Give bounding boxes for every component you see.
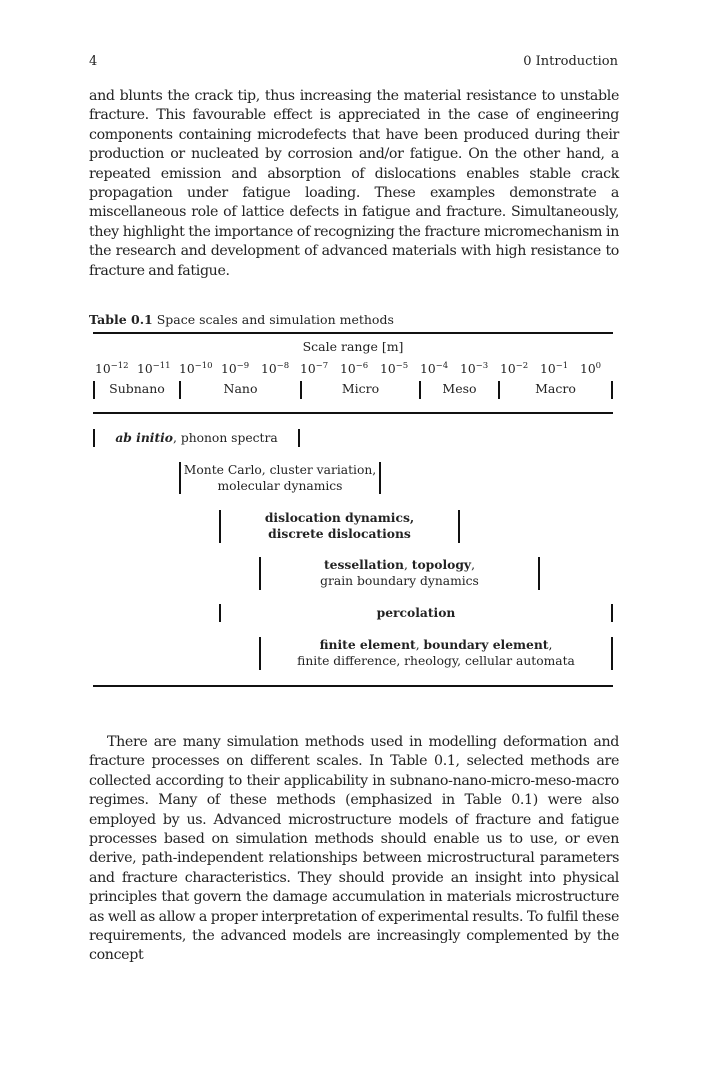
table-mid-rule (93, 412, 613, 414)
body-paragraph: and blunts the crack tip, thus increasing the material resistance to unstable fracture. This favourable effect is appreciated in the case of engineering components containing microdefects that have been produced during their production or nucleated by corrosion and/or fatigue. On the other hand, a repeated emission and absorption of dislocations enables stable crack propagation under fatigue loading. These examples demonstrate a miscellaneous role of lattice defects in fatigue and fracture. Simultaneously, they highlight the importance of recognizing the fracture micromechanism in the research and development of advanced materials with high resistance to fracture and fatigue. (89, 88, 619, 279)
scale-exponent: $10^{-8}$ (261, 361, 290, 376)
table-caption (89, 312, 394, 327)
scale-exponent: $10^{-2}$ (500, 361, 529, 376)
scale-exponent: $10^0$ (580, 361, 602, 376)
chapter-title: 0 Introduction (523, 54, 618, 69)
table-caption-text: Space scales and simulation methods (156, 312, 394, 327)
range-bar (379, 462, 381, 494)
method-ab-initio: ab initio, phonon spectra (115, 430, 278, 445)
range-bar (298, 429, 300, 447)
scale-exponent: $10^{-9}$ (221, 361, 250, 376)
regime-meso: Meso (442, 381, 477, 396)
method-percolation: percolation (376, 605, 456, 620)
scale-exponent: $10^{-11}$ (137, 361, 171, 376)
table-label: Table 0.1 (89, 312, 153, 327)
method-finite-element: finite element, boundary element, finite difference, rheology, cellular automata (297, 637, 575, 668)
range-bar (458, 510, 460, 543)
range-bar (611, 637, 613, 670)
regime-divider (611, 381, 613, 399)
scale-exponent: $10^{-12}$ (95, 361, 129, 376)
scale-range-heading: Scale range [m] (302, 339, 404, 354)
scale-exponent: $10^{-10}$ (179, 361, 213, 376)
scale-exponent: $10^{-6}$ (340, 361, 369, 376)
range-bar (611, 604, 613, 622)
regime-subnano: Subnano (109, 381, 165, 396)
scale-exponent: $10^{-7}$ (300, 361, 329, 376)
table-top-rule (93, 332, 613, 334)
method-tessellation: tessellation, topology, grain boundary dynamics (320, 557, 479, 588)
regime-micro: Micro (341, 381, 380, 396)
scale-exponent: $10^{-4}$ (420, 361, 449, 376)
scale-exponent: $10^{-1}$ (540, 361, 569, 376)
range-bar (538, 557, 540, 590)
body-paragraph: There are many simulation methods used in modelling deformation and fracture processes on different scales. In Table 0.1, selected methods are collected according to their applicability in subnano-nano-micro-meso-macro regimes. Many of these methods (emphasized in Table 0.1) were also employed by us. Advanced microstructure models of fracture and fatigue processes based on simulation methods should enable us to use, or even derive, path-independent relationships between microstructural parameters and fracture characteristics. They should provide an insight into physical principles that govern the damage accumulation in materials microstructure as well as allow a proper interpretation of experimental results. To fulfil these requirements, the advanced models are increasingly complemented by the concept (89, 734, 619, 964)
table-bottom-rule (93, 685, 613, 687)
scale-exponent: $10^{-5}$ (380, 361, 409, 376)
regime-nano: Nano (223, 381, 258, 396)
page-number: 4 (89, 54, 98, 69)
method-monte-carlo: Monte Carlo, cluster variation, molecular dynamics (183, 463, 377, 493)
regime-macro: Macro (535, 381, 576, 396)
method-dislocation: dislocation dynamics, discrete dislocations (264, 510, 415, 541)
scale-exponent: $10^{-3}$ (460, 361, 489, 376)
